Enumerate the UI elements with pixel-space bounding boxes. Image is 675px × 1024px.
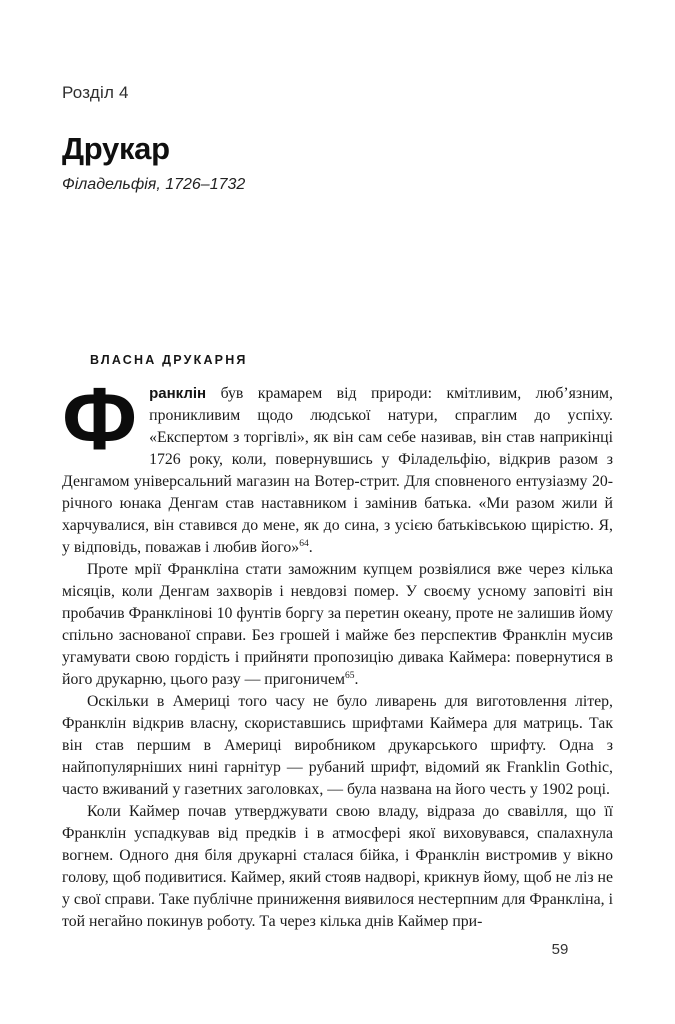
paragraph-3 bbox=[62, 691, 613, 801]
paragraph-1-end: . bbox=[308, 539, 313, 556]
chapter-subtitle: Філадельфія, 1726–1732 bbox=[62, 176, 246, 193]
paragraph-2 bbox=[62, 559, 613, 691]
paragraph-1-text: був крамарем від природи: кмітливим, люб’язним, проникливим щодо людської натури, спраглим до успіху. «Експертом з торгівлі», як він сам себе називав, він став наприкінці 1726 року, коли, повернувшись у Філадельфію, відкрив разом з Денгамом універсальний магазин на Вотер-стрит. Для сповненого ентузіазму 20-річного юнака Денгам став наставником і замінив батька. «Ми разом жили й харчувалися, він ставився до мене, як до сина, з усією батьківською щирістю. Я, у відповідь, поважав і любив його» bbox=[62, 385, 613, 556]
dropcap-letter: Ф bbox=[62, 369, 138, 468]
paragraph-2-text: Проте мрії Франкліна стати заможним купцем розвіялися вже через кілька місяців, коли Денгам захворів і невдовзі помер. У своєму усному заповіті він пробачив Франклінові 10 фунтів боргу за перетин океану, проте не залишив йому спільно заснованої справи. Без грошей і майже без перспектив Франклін мусив угамувати свою гордість і прийняти пропозицію дивака Каймера: повернутися в його друкарню, цього разу — пригоничем bbox=[62, 561, 613, 688]
footnote-ref-64: 64 bbox=[299, 539, 309, 549]
page-number: 59 bbox=[551, 941, 569, 958]
paragraph-4 bbox=[62, 801, 613, 933]
footnote-ref-65: 65 bbox=[344, 671, 355, 681]
paragraph-2-end: . bbox=[354, 671, 359, 688]
section-heading: ВЛАСНА ДРУКАРНЯ bbox=[90, 353, 248, 367]
paragraph-3-text: Оскільки в Америці того часу не було ливарень для виготовлення літер, Франклін відкрив власну, скориставшись шрифтами Каймера для матриць. Так він став першим в Америці виробником друкарського шрифту. Одна з найпопулярніших нині гарнітур — рубаний шрифт, відомий як Franklin Gothic, часто вживаний у газетних заголовках, — була названа на його честь у 1902 році. bbox=[62, 693, 613, 798]
chapter-label: Розділ 4 bbox=[62, 83, 129, 102]
chapter-body bbox=[62, 349, 613, 933]
text-block bbox=[62, 0, 613, 933]
paragraph-1 bbox=[62, 369, 613, 559]
chapter-header bbox=[62, 83, 613, 194]
chapter-title: Друкар bbox=[62, 131, 170, 166]
paragraph-4-text: Коли Каймер почав утверджувати свою владу, відраза до свавілля, що її Франклін успадкував від предків і в атмосфері якої виховувався, спалахнула вогнем. Одного дня біля друкарні сталася бійка, і Франклін вистромив у вікно голову, щоб подивитися. Каймер, який стояв надворі, крикнув йому, щоб не ліз не у свої справи. Таке публічне приниження виявилося нестерпним для Франкліна, і той негайно покинув роботу. Та через кілька днів Каймер при- bbox=[62, 803, 613, 930]
lead-word: ранклін bbox=[149, 385, 207, 402]
